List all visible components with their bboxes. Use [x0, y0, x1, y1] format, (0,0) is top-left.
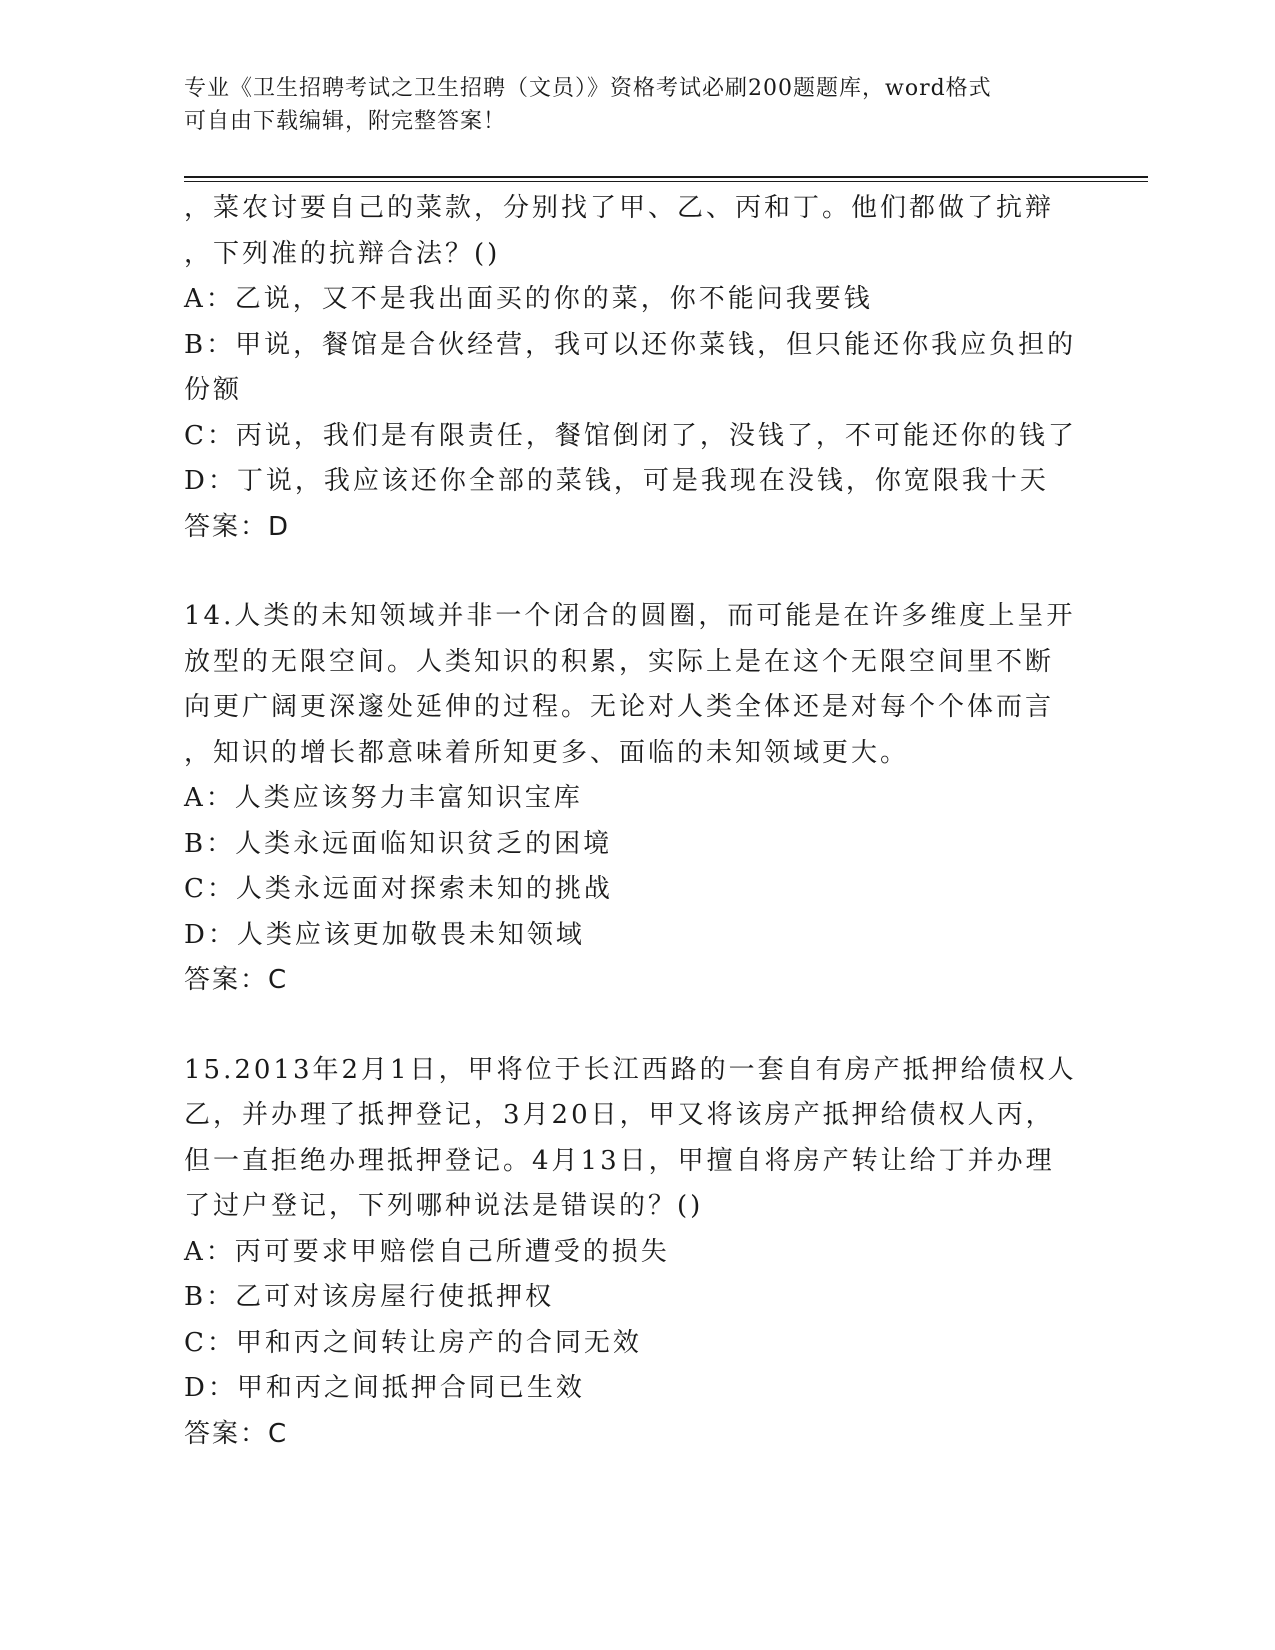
option-b: B：人类永远面临知识贫乏的困境 — [184, 828, 613, 859]
question-stem-line: ，知识的增长都意味着所知更多、面临的未知领域更大。 — [184, 737, 910, 768]
header-title-line-2: 可自由下载编辑，附完整答案！ — [184, 109, 507, 134]
option-c: C：人类永远面对探索未知的挑战 — [184, 874, 613, 904]
document-header — [184, 72, 1064, 138]
question-stem-line: 14.人类的未知领域并非一个闭合的圆圈，而可能是在许多维度上呈开 — [184, 601, 1076, 631]
question-block-13 — [184, 186, 1084, 550]
option-a: A：人类应该努力丰富知识宝库 — [184, 783, 583, 813]
option-d: D：丁说，我应该还你全部的菜钱，可是我现在没钱，你宽限我十天 — [184, 466, 1049, 496]
header-title-line-1: 专业《卫生招聘考试之卫生招聘（文员）》资格考试必刷200题题库，word格式 — [184, 76, 992, 101]
answer-label: 答案：C — [184, 965, 289, 995]
header-divider-thin — [184, 181, 1148, 182]
answer-label: 答案：D — [184, 511, 291, 542]
question-spacer — [184, 550, 1084, 594]
question-block-15 — [184, 1048, 1084, 1458]
option-d: D：甲和丙之间抵押合同已生效 — [184, 1373, 585, 1403]
question-stem-line: 15.2013年2月1日，甲将位于长江西路的一套自有房产抵押给债权人 — [184, 1054, 1077, 1085]
option-c: C：甲和丙之间转让房产的合同无效 — [184, 1327, 642, 1358]
question-stem-line: 但一直拒绝办理抵押登记。4月13日，甲擅自将房产转让给丁并办理 — [184, 1145, 1055, 1176]
answer-label: 答案：C — [184, 1418, 289, 1449]
question-stem-line: 放型的无限空间。人类知识的积累，实际上是在这个无限空间里不断 — [184, 646, 1055, 677]
question-stem-line: 乙，并办理了抵押登记，3月20日，甲又将该房产抵押给债权人丙， — [184, 1100, 1055, 1130]
option-b-continued: 份额 — [184, 375, 243, 405]
question-stem-line: 向更广阔更深邃处延伸的过程。无论对人类全体还是对每个个体而言 — [184, 692, 1055, 722]
question-stem-line: 了过户登记，下列哪种说法是错误的？() — [184, 1191, 704, 1221]
question-block-14 — [184, 594, 1084, 1004]
option-c: C：丙说，我们是有限责任，餐馆倒闭了，没钱了，不可能还你的钱了 — [184, 420, 1077, 451]
question-content — [184, 186, 1084, 1457]
option-d: D：人类应该更加敬畏未知领域 — [184, 919, 585, 950]
option-a: A：丙可要求甲赔偿自己所遭受的损失 — [184, 1236, 670, 1267]
question-stem-line: ，菜农讨要自己的菜款，分别找了甲、乙、丙和丁。他们都做了抗辩 — [184, 193, 1055, 223]
question-spacer — [184, 1004, 1084, 1048]
option-b: B：乙可对该房屋行使抵押权 — [184, 1282, 555, 1312]
option-b: B：甲说，餐馆是合伙经营，我可以还你菜钱，但只能还你我应负担的 — [184, 329, 1077, 360]
question-stem-line: ，下列准的抗辩合法？() — [184, 238, 501, 269]
option-a: A：乙说，又不是我出面买的你的菜，你不能问我要钱 — [184, 284, 873, 314]
header-divider-thick — [184, 176, 1148, 178]
